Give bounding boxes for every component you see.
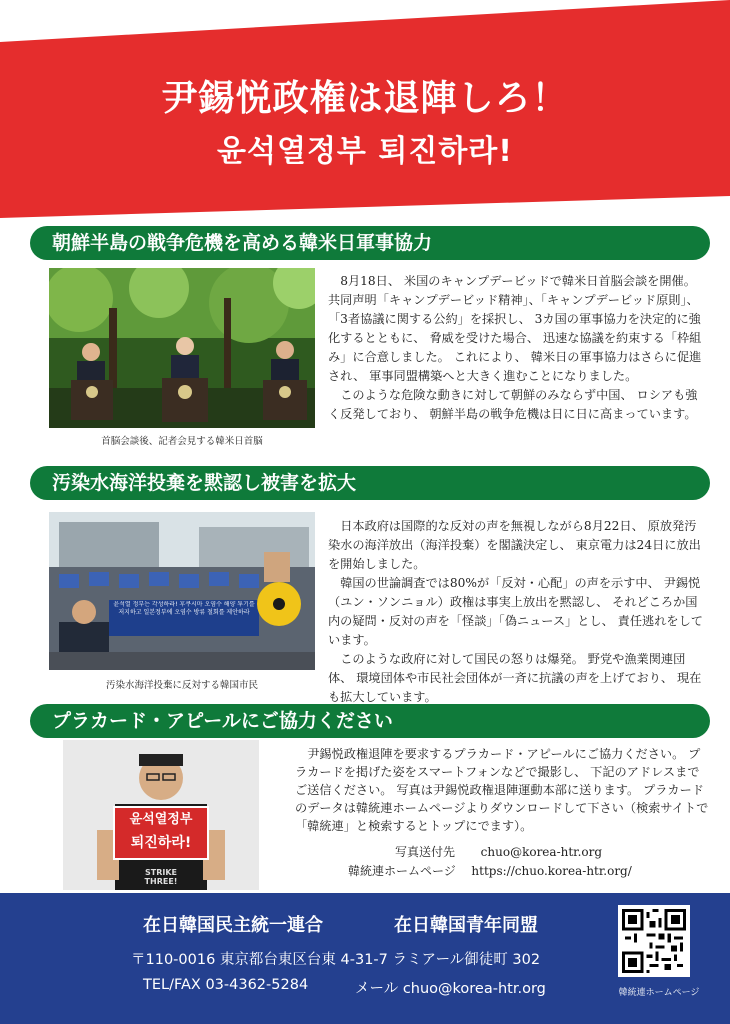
homepage-line [348, 862, 632, 881]
placard-sign [113, 806, 209, 860]
main-title-korean: 윤석열정부 퇴진하라! [217, 134, 513, 169]
section-heading-military-cooperation: 朝鮮半島の戦争危機を高める韓米日軍事協力 [30, 226, 710, 260]
section1-body [328, 272, 708, 424]
protest-photo [49, 512, 315, 670]
section1-paragraph-2: このような危険な動きに対して朝鮮のみならず中国、 ロシアも強く反発しており、 朝鮮半島の戦争危機は日に日に高まっています。 [328, 388, 698, 421]
footer [0, 893, 730, 1024]
section3-paragraph: 尹錫悦政権退陣を要求するプラカード・アピールにご協力ください。 プラカードを掲げた姿をスマートフォンなどで撮影し、 下記のアドレスまでご送信ください。 写真は尹錫悦政権退陣運動本部に送ります。 プラカードのデータは韓統連ホームページよりダウンロードして下さい（検索サイトで「韓統連」と検索するとトップにでます）。 [295, 747, 709, 833]
qr-code-caption: 韓統連ホームページ [618, 988, 700, 998]
protest-banner-text: 윤석열 정부는 각성하라! 후쿠시마 오염수 해양 투기를 저지하고 일본정부에 오염수 방류 철회를 제안하라 [113, 601, 255, 616]
footer-email[interactable]: メール chuo@korea-htr.org [355, 981, 546, 997]
photo-submission-label: 写真送付先 [395, 845, 456, 859]
photo-submission-email[interactable]: chuo@korea-htr.org [480, 845, 603, 859]
shirt-text: STRIKE THREE! [144, 868, 178, 886]
org-name-1: 在日韓国民主統一連合 [143, 915, 323, 936]
section3-body [295, 745, 710, 835]
summit-press-photo [49, 268, 315, 428]
main-title-japanese: 尹錫悦政権は退陣しろ！ [161, 78, 569, 119]
section2-body [328, 517, 708, 707]
header-banner [0, 0, 730, 230]
section-heading-contaminated-water: 汚染水海洋投棄を黙認し被害を拡大 [30, 466, 710, 500]
summit-photo-caption: 首脳会談後、記者会見する韓米日首脳 [101, 436, 263, 447]
homepage-label: 韓統連ホームページ [348, 864, 456, 878]
placard-line-1: 윤석열정부 [129, 812, 193, 827]
placard-person-photo [63, 740, 259, 890]
protest-photo-caption: 汚染水海洋投棄に反対する韓国市民 [105, 680, 258, 691]
homepage-url[interactable]: https://chuo.korea-htr.org/ [471, 864, 632, 878]
footer-address: 〒110-0016 東京都台東区台東 4-31-7 ラミアール御徒町 302 [131, 952, 541, 968]
section-heading-placard-appeal: プラカード・アピールにご協力ください [30, 704, 710, 738]
section2-paragraph-3: このような政府に対して国民の怒りは爆発。 野党や漁業関連団体、 環境団体や市民社会団体が一斉に抗議の声を上げており、 現在も拡大しています。 [328, 652, 702, 704]
section2-paragraph-2: 韓国の世論調査では80%が「反対・心配」の声を示す中、 尹錫悦（ユン・ソンニョル）政権は事実上放出を黙認し、 それどころか国内の疑問・反対の声を「怪談」「偽ニュース」とし、 責任逃れをしています。 [328, 576, 703, 647]
qr-code-icon[interactable] [618, 905, 690, 977]
org-name-2: 在日韓国青年同盟 [394, 915, 538, 936]
photo-submission-line [395, 843, 602, 862]
placard-line-2: 퇴진하라! [130, 835, 192, 851]
footer-tel-fax: TEL/FAX 03-4362-5284 [143, 977, 309, 993]
section2-paragraph-1: 日本政府は国際的な反対の声を無視しながら8月22日、 原放発汚染水の海洋放出（海洋投棄）を閣議決定し、 東京電力は24日に放出を開始しました。 [328, 519, 701, 571]
section1-paragraph-1: 8月18日、 米国のキャンプデービッドで韓米日首脳会談を開催。 共同声明「キャンプデービッド精神」、「キャンプデービッド原則」、「3者協議に関する公約」を採択し、 3カ国の軍事協力を決定的に強化するとともに、 脅威を受けた場合、 迅速な協議を約束する「枠組み」に合意しました。 これにより、 韓米日の軍事協力はさらに促進され、 軍事同盟構築へと大きく進むことになりました。 [328, 274, 702, 383]
